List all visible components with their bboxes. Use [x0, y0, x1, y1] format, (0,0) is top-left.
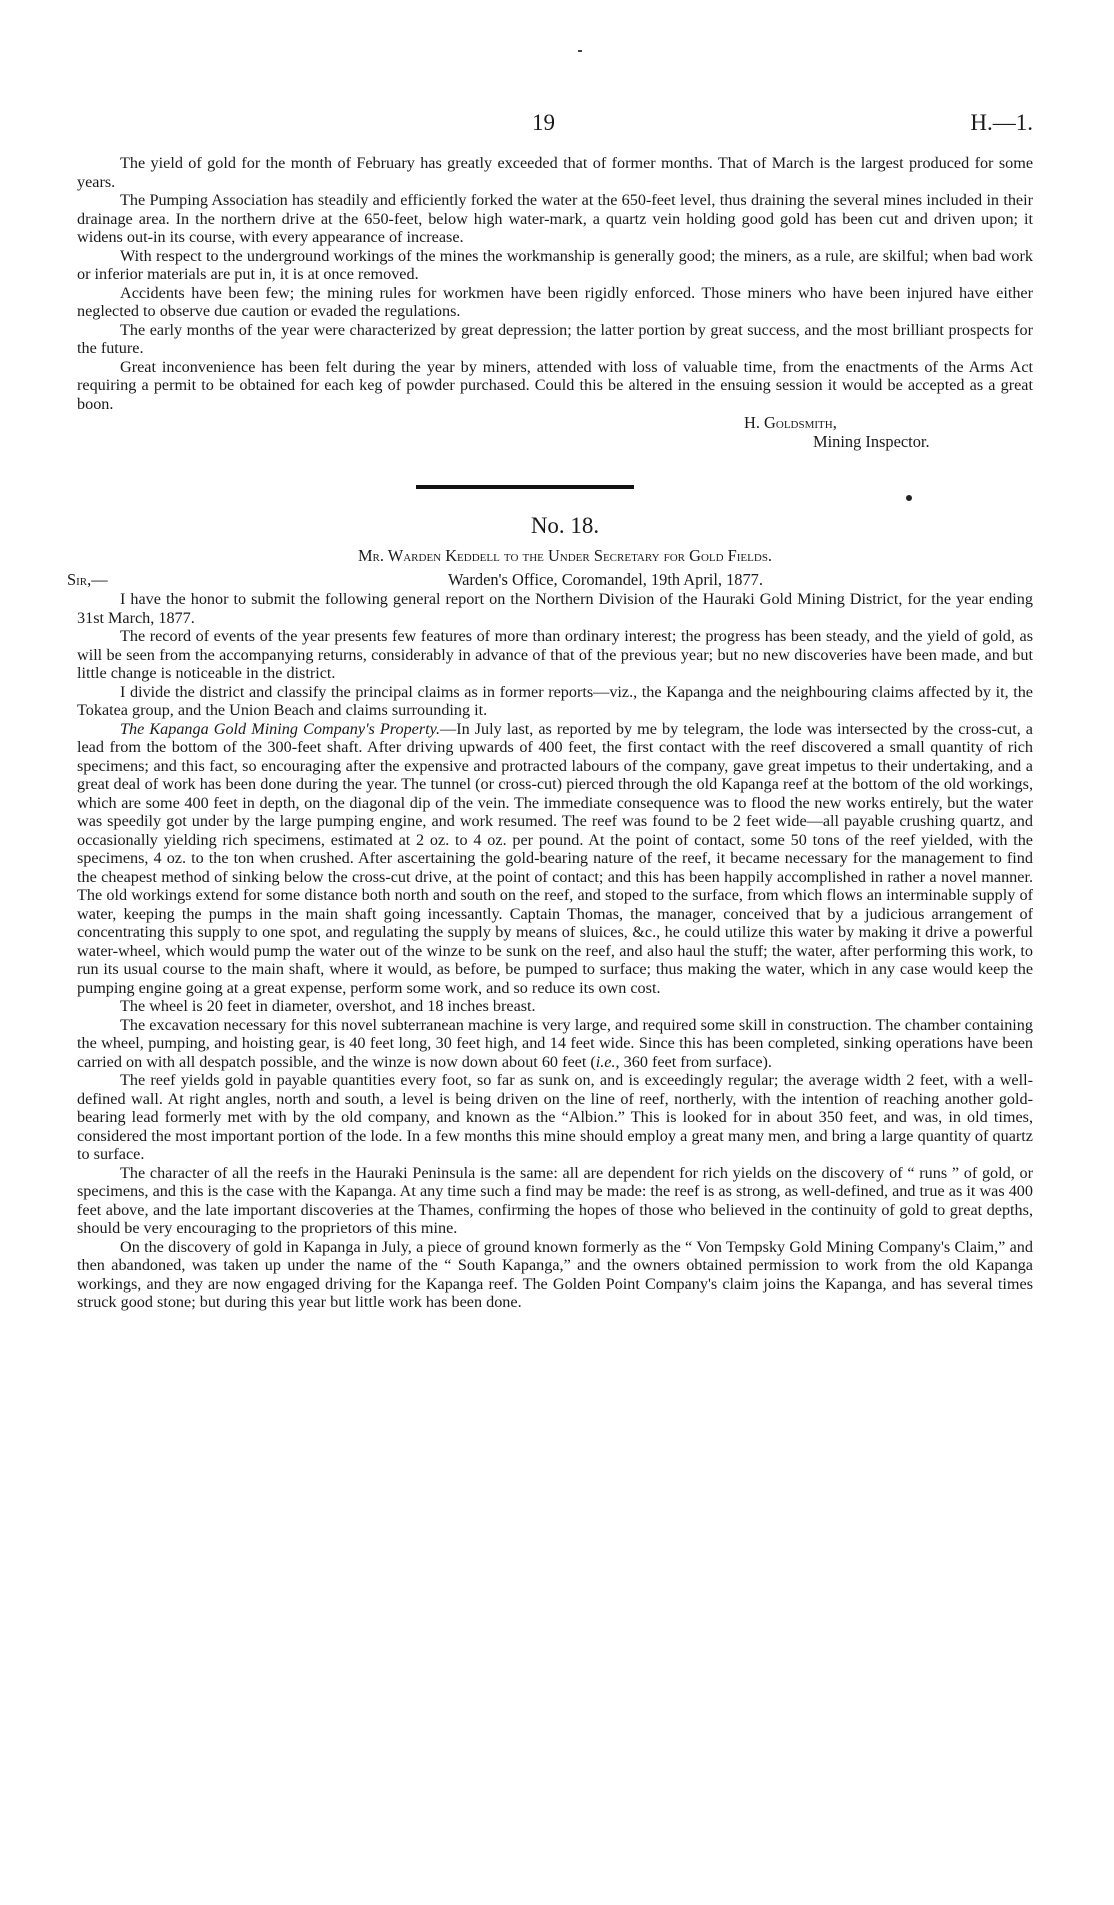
excavation-ie: i.e. [595, 1052, 616, 1071]
paragraph: The reef yields gold in payable quantities every foot, so far as sunk on, and is exceedingly regular; the average width 2 feet, with a well-defined wall. At right angles, north and south, a level is being driven on the line of reef, northerly, with the intention of reaching another gold-bearing lead formerly met with by the old company, and known as the “Albion.” This is looked for in about 350 feet, and was, in old times, considered the most important portion of the lode. In a few months this mine should employ a great many men, and bring a large quantity of quartz to surface. [77, 1071, 1033, 1163]
excavation-text-end: , 360 feet from surface). [615, 1052, 772, 1071]
paragraph: The wheel is 20 feet in diameter, overshot, and 18 inches breast. [120, 997, 536, 1015]
paper-reference: H.—1. [970, 110, 1033, 135]
report-1-body [77, 154, 1033, 451]
paragraph: On the discovery of gold in Kapanga in July, a piece of ground known formerly as the “ Von Tempsky Gold Mining Company's Claim,” and then abandoned, was taken up under the name of the “ South Kapanga,” and the owners obtained permission to work from the old Kapanga workings, and they are now engaged driving for the Kapanga reef. The Golden Point Company's claim joins the Kapanga, and has several times struck good stone; but during this year but little work has been done. [77, 1237, 1033, 1311]
page-header [77, 110, 1033, 154]
paragraph: With respect to the underground workings of the mines the workmanship is generally good; the miners, as a rule, are skilful; when bad work or inferior materials are put in, it is at once removed. [77, 246, 1033, 283]
paragraph: Accidents have been few; the mining rules for workmen have been rigidly enforced. Those miners who have been injured have either neglected to observe due caution or evaded the regulations. [77, 283, 1033, 320]
section-number: No. 18. [530, 513, 600, 538]
paragraph: The yield of gold for the month of February has greatly exceeded that of former months. That of March is the largest produced for some years. [77, 154, 1033, 191]
paragraph: The Pumping Association has steadily and efficiently forked the water at the 650-feet level, thus draining the several mines included in their drainage area. In the northern drive at the 650-feet, below high water-mark, a quartz vein holding good gold has been cut and driven upon; it widens out-in its course, with every appearance of increase. [77, 191, 1033, 246]
paragraph-kapanga [77, 720, 1033, 998]
section-divider [416, 485, 634, 489]
kapanga-text: —In July last, as reported by me by telegram, the lode was intersected by the cross-cut, a lead from the bottom of the 300-feet shaft. After driving upwards of 400 feet, the first contact with the reef discovered a small quantity of rich specimens; and this fact, so encouraging after the expensive and protracted labours of the company, gave great impetus to their undertaking, and a great deal of work has been done during the year. The tunnel (or cross-cut) pierced through the old Kapanga reef at the bottom of the old workings, which are some 400 feet in depth, on the diagonal dip of the vein. The immediate consequence was to flood the new works entirely, but the water was speedily got under by the large pumping engine, and work resumed. The reef was found to be 2 feet wide—all payable crushing quartz, and occasionally yielding rich specimens, estimated at 2 oz. to 4 oz. per pound. At the point of contact, some 50 tons of the reef yielded, with the specimens, 4 oz. to the ton when crushed. After ascertaining the gold-bearing nature of the reef, it became necessary for the management to find the cheapest method of sinking below the cross-cut drive, at the point of contact; and this has been happily accomplished in rather a novel manner. The old workings extend for some distance both north and south on the reef, and stoped to the surface, from which flows an interminable supply of water, keeping the pumps in the main shaft going incessantly. Captain Thomas, the manager, conceived that by a judicious arrangement of concentrating this supply to one spot, and regulating the supply by means of sluices, &c., he could utilize this water by making it drive a powerful water-wheel, which would pump the water out of the winze to be sunk on the reef, and also haul the stuff; the water, after performing this work, to run its usual course to the main shaft, where it would, as before, be pumped to surface; thus making the water, which in any case would keep the pumping engine going at a great expense, perform some work, and so reduce its own cost. [77, 719, 1033, 997]
report-18-body [77, 590, 1033, 1312]
document-page [67, 110, 1033, 1312]
paragraph: I divide the district and classify the principal claims as in former reports—viz., the Kapanga and the neighbouring claims affected by it, the Tokatea group, and the Union Beach and claims surrounding it. [77, 682, 1033, 719]
kapanga-heading: The Kapanga Gold Mining Company's Property. [120, 719, 440, 738]
excavation-text: The excavation necessary for this novel subterranean machine is very large, and required some skill in construction. The chamber containing the wheel, pumping, and hoisting gear, is 40 feet long, 30 feet high, and 14 feet wide. Since this has been completed, sinking operations have been carried on with all despatch possible, and the winze is now down about 60 feet ( [77, 1015, 1033, 1071]
paragraph-excavation [77, 1016, 1033, 1072]
paragraph: The record of events of the year presents few features of more than ordinary interest; the progress has been steady, and the yield of gold, as will be seen from the accompanying returns, considerably in advance of that of the previous year; but no new discoveries have been made, and but little change is noticeable in the district. [77, 627, 1033, 682]
paragraph: I have the honor to submit the following general report on the Northern Division of the Hauraki Gold Mining District, for the year ending 31st March, 1877. [77, 590, 1033, 627]
paragraph: The early months of the year were characterized by great depression; the latter portion by great success, and the most brilliant prospects for the future. [77, 320, 1033, 357]
salutation-row [67, 568, 1033, 589]
signature-name: H. Goldsmith, [744, 413, 837, 432]
signature-title: Mining Inspector. [813, 432, 930, 451]
page-number: 19 [532, 110, 555, 135]
salutation: Sir,— [67, 570, 108, 589]
paragraph: Great inconvenience has been felt during the year by miners, attended with loss of valuable time, from the enactments of the Arms Act requiring a permit to be obtained for each keg of powder purchased. Could this be altered in the ensuing session it would be accepted as a great boon. [77, 357, 1033, 413]
ink-speck [578, 50, 582, 52]
dateline: Warden's Office, Coromandel, 19th April, 1877. [448, 570, 763, 589]
section-subtitle: Mr. Warden Keddell to the Under Secretary for Gold Fields. [357, 546, 773, 565]
paragraph: The character of all the reefs in the Hauraki Peninsula is the same: all are dependent for rich yields on the discovery of “ runs ” of gold, or specimens, and this is the case with the Kapanga. At any time such a find may be made: the reef is as strong, as well-defined, and true as it was 400 feet above, and the late important discoveries at the Thames, confirming the hopes of those who believed in the continuity of gold to great depths, should be very encouraging to the proprietors of this mine. [77, 1163, 1033, 1237]
